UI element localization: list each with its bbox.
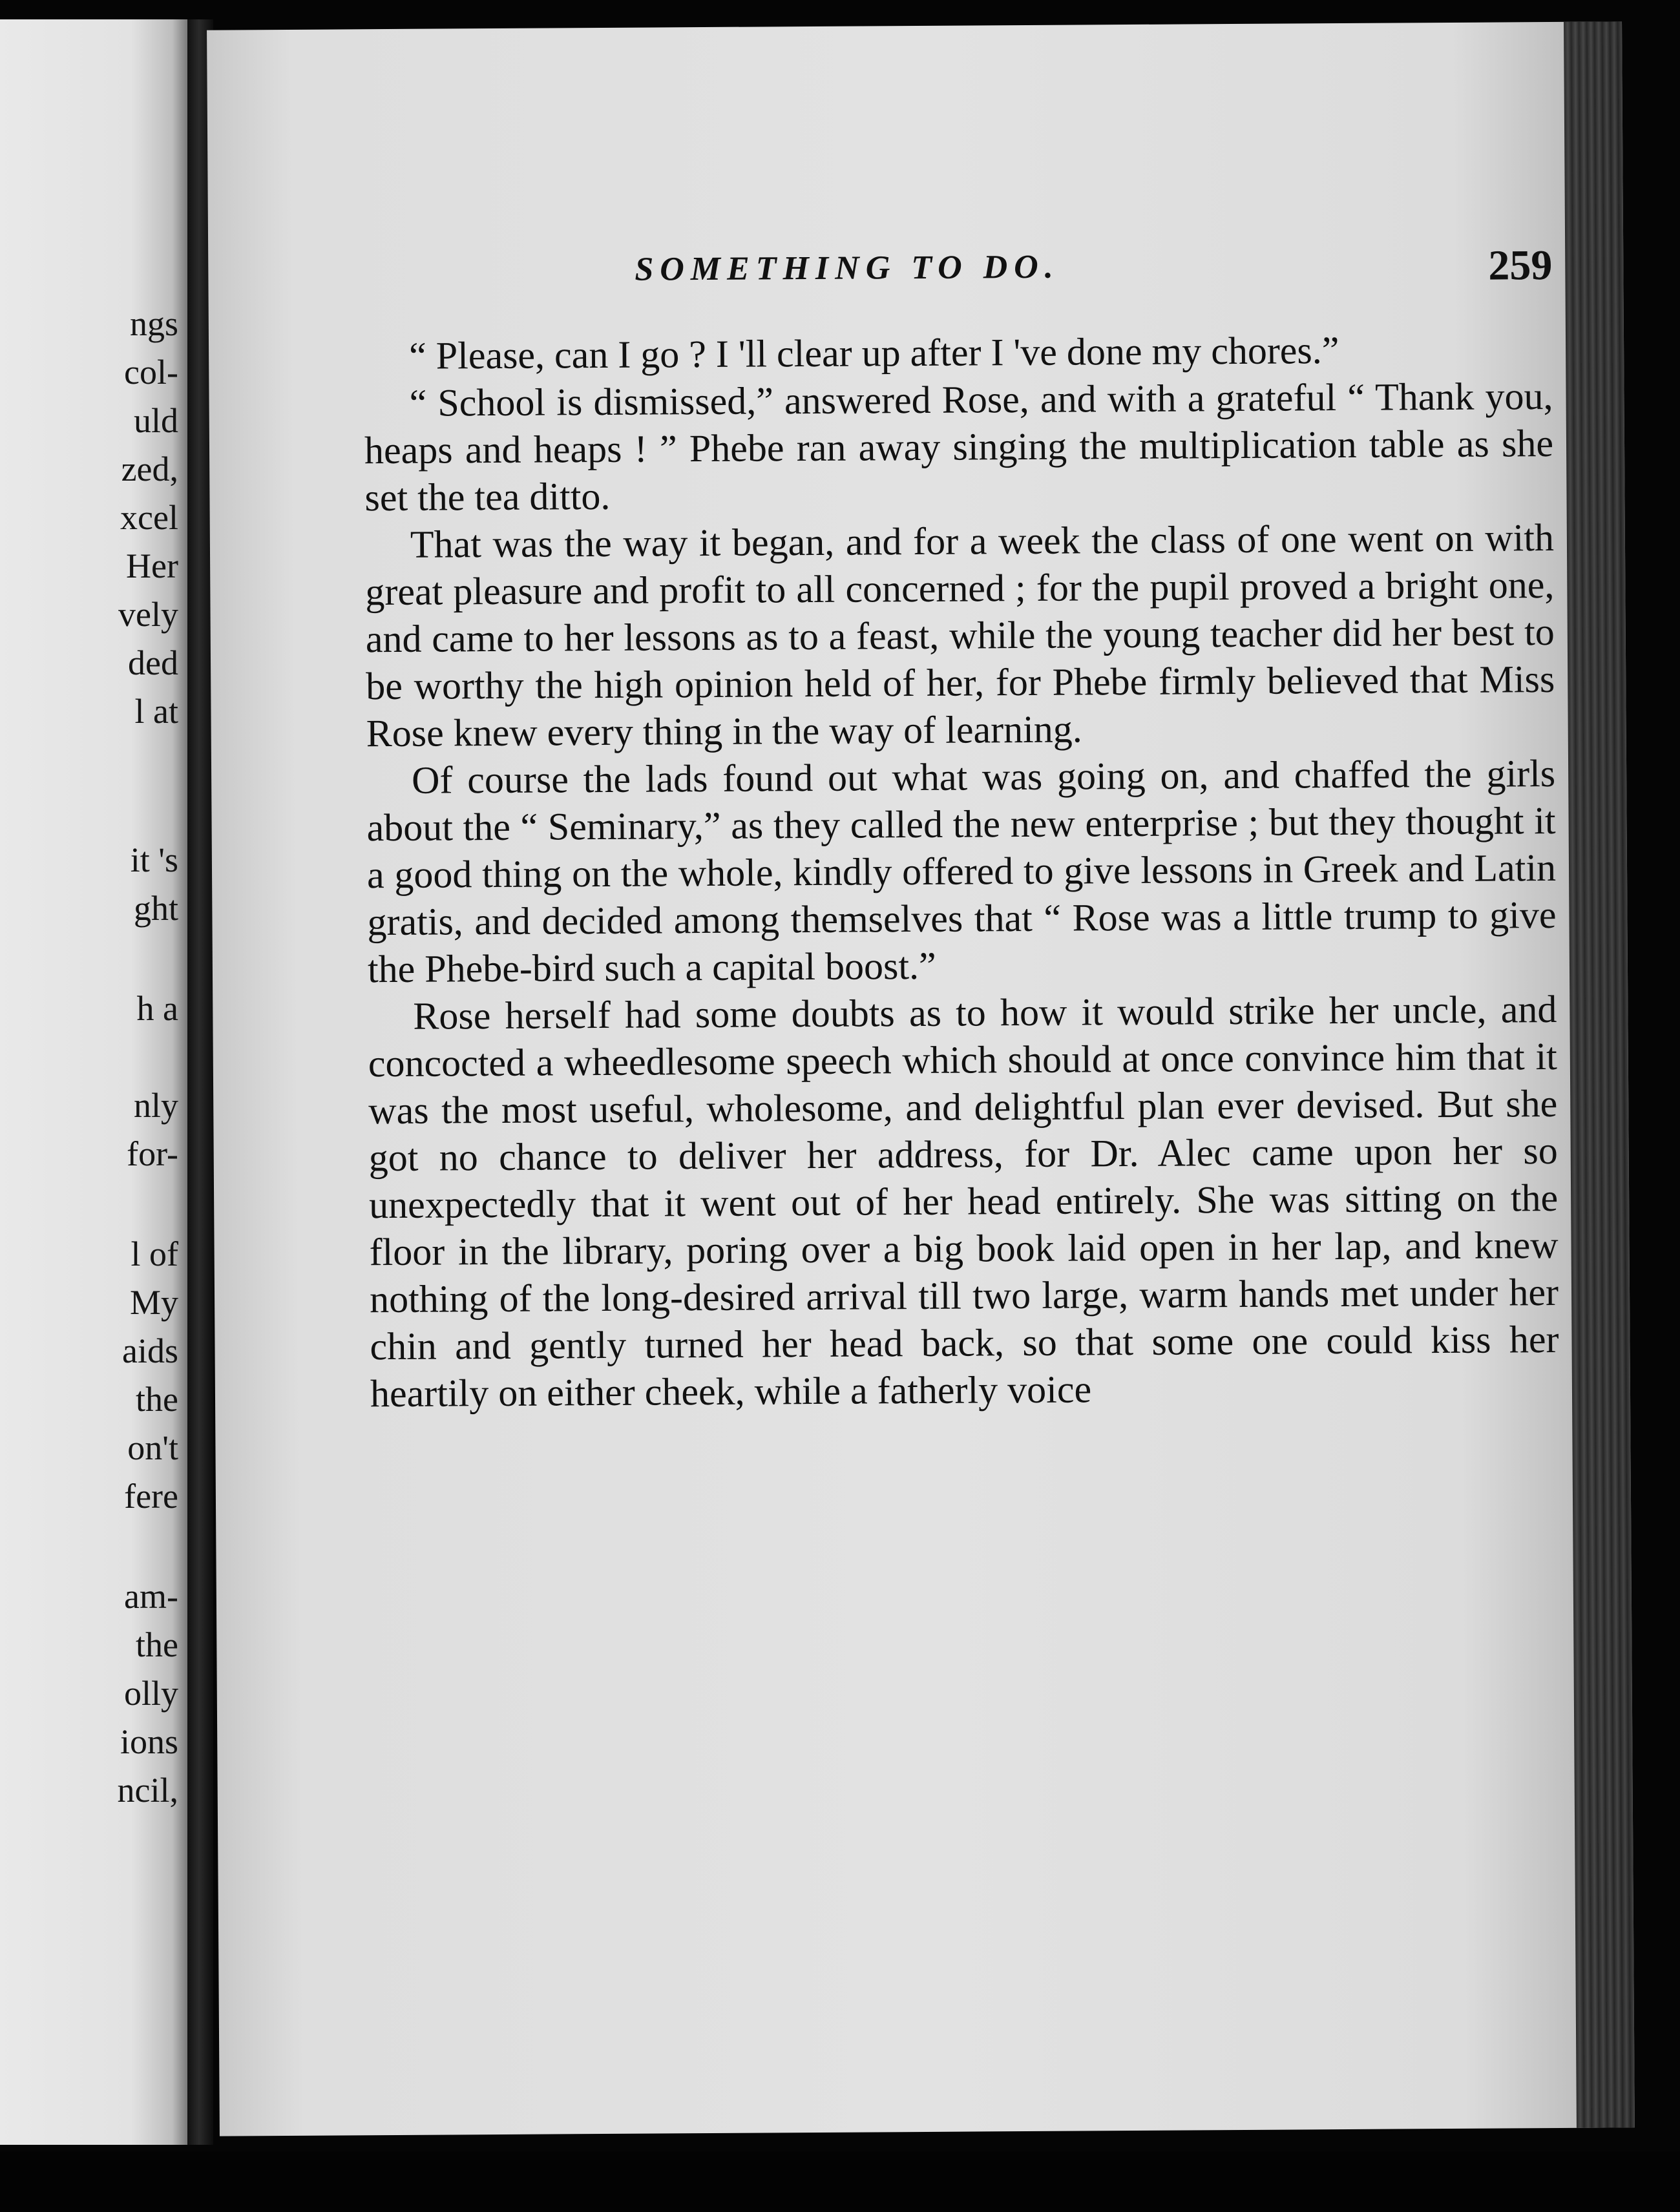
facing-line: h a bbox=[136, 989, 178, 1028]
paragraph: “ Please, can I go ? I 'll clear up after I 've done my chores.” bbox=[408, 329, 1339, 377]
facing-line: zed, bbox=[121, 450, 178, 488]
book-page bbox=[207, 21, 1635, 2136]
facing-line: ded bbox=[128, 643, 178, 682]
facing-line: l at bbox=[134, 692, 178, 731]
body-text bbox=[364, 326, 1559, 1417]
paragraph: Of course the lads found out what was going on, and chaffed the girls about the “ Seminary,” as they called the new enterprise ; but they thought it a good thing on the whole, kindly offered to give lessons in Greek and Latin gratis, and decided among themselves that “ Rose was a little trump to give the Phebe-bird such a capital boost.” bbox=[366, 751, 1557, 991]
facing-line: olly bbox=[123, 1674, 178, 1713]
facing-line: the bbox=[136, 1625, 178, 1664]
facing-line: am- bbox=[124, 1577, 178, 1616]
facing-page-fragment bbox=[0, 19, 187, 2145]
page-number: 259 bbox=[1488, 242, 1553, 289]
facing-line: aids bbox=[122, 1331, 178, 1370]
facing-line: My bbox=[129, 1283, 178, 1322]
paragraph: That was the way it began, and for a week the class of one went on with great pleasure and profit to all concerned ; for the pupil proved a bright one, and came to her lessons as to a feast, while the young teacher did her best to be worthy the high opinion held of her, for Phebe firmly believed that Miss Rose knew every thing in the way of learning. bbox=[365, 516, 1555, 755]
facing-line: nly bbox=[133, 1086, 178, 1125]
running-title: SOMETHING TO DO. bbox=[635, 248, 1060, 288]
facing-line: ngs bbox=[129, 304, 178, 343]
scan-border bbox=[0, 2151, 1680, 2212]
facing-line: ions bbox=[120, 1722, 178, 1761]
facing-line: col- bbox=[124, 353, 178, 391]
paragraph: Rose herself had some doubts as to how it would strike her uncle, and concocted a wheedlesome speech which should at once convince him that it was the most useful, wholesome, and delightful plan ever devised. But she got no chance to deliver her address, for Dr. Alec came upon her so unexpectedly that it went out of her head entirely. She was sitting on the floor in the library, poring over a big book laid open in her lap, and knew nothing of the long-desired arrival till two large, warm hands met under her chin and gently turned her head back, so that some one could kiss her heartily on either cheek, while a fatherly voice bbox=[368, 987, 1559, 1415]
running-head bbox=[635, 242, 1553, 309]
facing-line: on't bbox=[127, 1428, 178, 1467]
facing-line: uld bbox=[133, 401, 178, 440]
facing-line: xcel bbox=[120, 498, 178, 537]
facing-line: the bbox=[136, 1380, 178, 1419]
facing-line: fere bbox=[124, 1477, 178, 1516]
facing-line: for- bbox=[127, 1134, 178, 1173]
facing-line: ght bbox=[133, 889, 178, 928]
page-stack-edge bbox=[1564, 21, 1635, 2127]
facing-line: vely bbox=[118, 595, 178, 634]
paragraph: “ School is dismissed,” answered Rose, and with a grateful “ Thank you, heaps and heaps ! ” Phebe ran away singing the multiplication table as she set the tea ditto. bbox=[364, 375, 1554, 519]
facing-line: Her bbox=[126, 547, 178, 585]
facing-line: it 's bbox=[130, 840, 178, 879]
facing-line: ncil, bbox=[117, 1771, 178, 1810]
facing-line: l of bbox=[131, 1235, 178, 1273]
